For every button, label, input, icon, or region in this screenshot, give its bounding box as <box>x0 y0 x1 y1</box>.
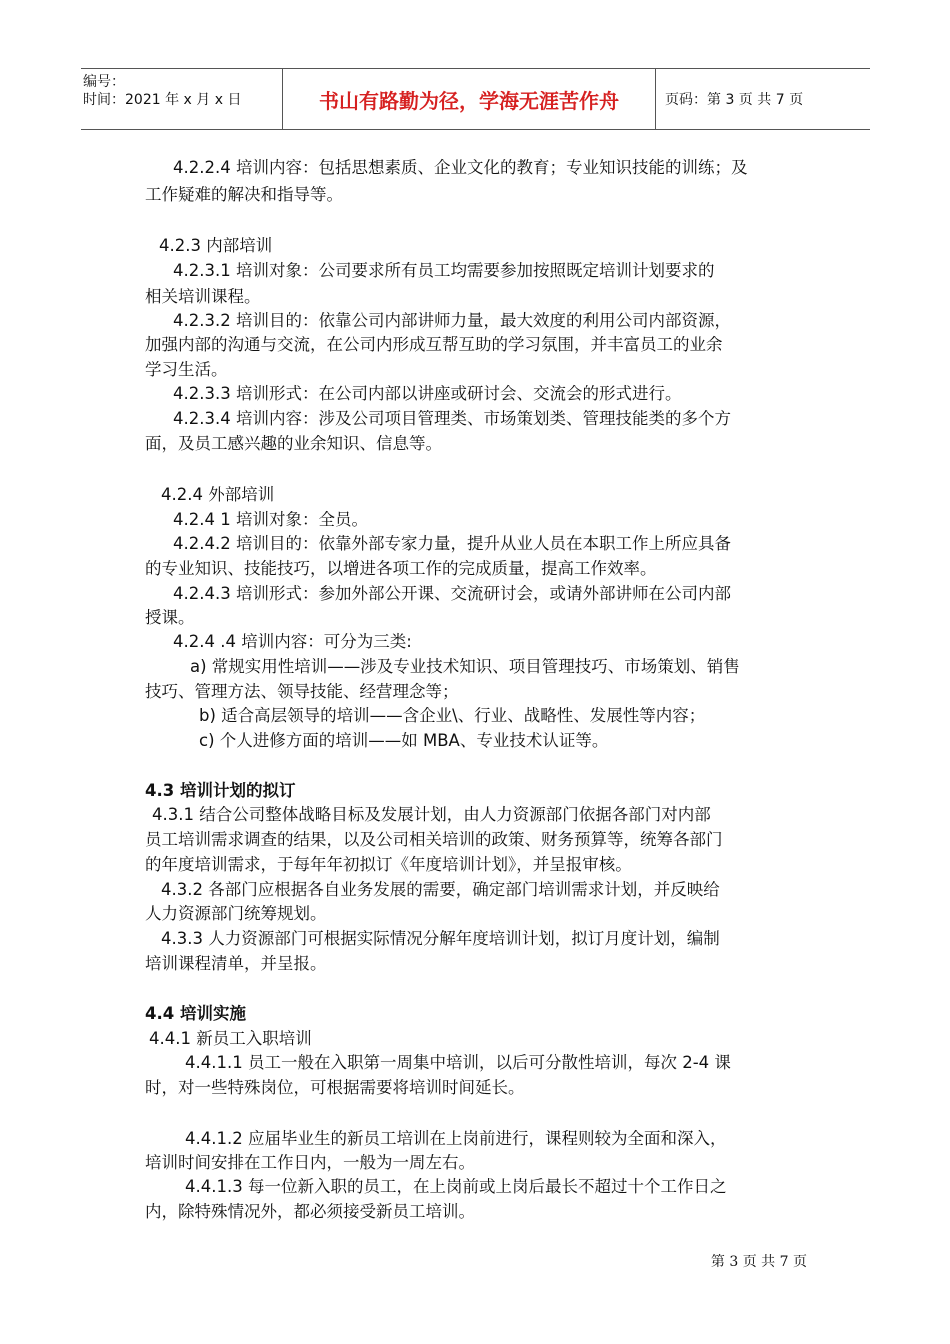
paragraph-line: 加强内部的沟通与交流，在公司内形成互帮互助的学习氛围，并丰富员工的业余 <box>145 335 723 354</box>
paragraph-line: 4.2.4.3 培训形式：参加外部公开课、交流研讨会，或请外部讲师在公司内部 <box>173 584 731 603</box>
paragraph-line: 面，及员工感兴趣的业余知识、信息等。 <box>145 434 442 453</box>
paragraph-line: 时，对一些特殊岗位，可根据需要将培训时间延长。 <box>145 1078 525 1097</box>
paragraph-line: 4.4.1.3 每一位新入职的员工，在上岗前或上岗后最长不超过十个工作日之 <box>185 1177 727 1196</box>
paragraph-line: 相关培训课程。 <box>145 287 261 306</box>
paragraph-line: 4.3.1 结合公司整体战略目标及发展计划，由人力资源部门依据各部门对内部 <box>152 805 711 824</box>
page-footer: 第 3 页 共 7 页 <box>710 1254 807 1270</box>
list-item: b) 适合高层领导的培训——含企业\、行业、战略性、发展性等内容； <box>199 706 706 725</box>
paragraph-line: 的专业知识、技能技巧，以增进各项工作的完成质量，提高工作效率。 <box>145 559 657 578</box>
paragraph-line: 4.3.3 人力资源部门可根据实际情况分解年度培训计划，拟订月度计划，编制 <box>161 929 720 948</box>
paragraph-line: 4.2.3.2 培训目的：依靠公司内部讲师力量，最大效度的利用公司内部资源， <box>173 311 731 330</box>
paragraph-line: 授课。 <box>145 608 195 627</box>
paragraph-line: 4.2.4.2 培训目的：依靠外部专家力量，提升从业人员在本职工作上所应具备 <box>173 534 731 553</box>
paragraph-line: 技巧、管理方法、领导技能、经营理念等； <box>145 682 459 701</box>
paragraph-line: 培训时间安排在工作日内，一般为一周左右。 <box>145 1153 475 1172</box>
section-heading: 4.2.4 外部培训 <box>161 485 275 504</box>
paragraph-line: 4.2.2.4 培训内容：包括思想素质、企业文化的教育；专业知识技能的训练；及 <box>173 158 748 177</box>
paragraph-line: 4.4.1.2 应届毕业生的新员工培训在上岗前进行，课程则较为全面和深入， <box>185 1129 727 1148</box>
paragraph-line: 4.3.2 各部门应根据各自业务发展的需要，确定部门培训需求计划，并反映给 <box>161 880 720 899</box>
page-header <box>81 68 870 130</box>
document-date: 时间：2021 年 x 月 x 日 <box>83 92 242 108</box>
paragraph-line: 4.2.4 .4 培训内容：可分为三类: <box>173 632 412 651</box>
paragraph-line: 培训课程清单，并呈报。 <box>145 954 327 973</box>
subsection-heading: 4.4.1 新员工入职培训 <box>149 1029 312 1048</box>
section-heading: 4.2.3 内部培训 <box>159 236 273 255</box>
paragraph-line: 工作疑难的解决和指导等。 <box>145 185 343 204</box>
paragraph-line: 员工培训需求调查的结果，以及公司相关培训的政策、财务预算等，统筹各部门 <box>145 830 723 849</box>
section-heading: 4.3 培训计划的拟订 <box>145 781 296 800</box>
section-heading: 4.4 培训实施 <box>145 1004 246 1023</box>
paragraph-line: 学习生活。 <box>145 360 228 379</box>
paragraph-line: 4.4.1.1 员工一般在入职第一周集中培训，以后可分散性培训，每次 2-4 课 <box>185 1053 731 1072</box>
header-meta <box>81 69 283 133</box>
paragraph-line: 的年度培训需求，于每年年初拟订《年度培训计划》，并呈报审核。 <box>145 855 632 874</box>
header-page-number: 页码：第 3 页 共 7 页 <box>665 92 804 108</box>
list-item: a) 常规实用性培训——涉及专业技术知识、项目管理技巧、市场策划、销售 <box>190 657 740 676</box>
paragraph-line: 4.2.3.1 培训对象：公司要求所有员工均需要参加按照既定培训计划要求的 <box>173 261 715 280</box>
paragraph-line: 4.2.3.4 培训内容：涉及公司项目管理类、市场策划类、管理技能类的多个方 <box>173 409 731 428</box>
document-number: 编号： <box>83 74 125 90</box>
paragraph-line: 4.2.3.3 培训形式：在公司内部以讲座或研讨会、交流会的形式进行。 <box>173 384 682 403</box>
paragraph-line: 内，除特殊情况外，都必须接受新员工培训。 <box>145 1202 475 1221</box>
paragraph-line: 人力资源部门统筹规划。 <box>145 904 327 923</box>
header-motto: 书山有路勤为径，学海无涯苦作舟 <box>282 69 656 129</box>
list-item: c) 个人进修方面的培训——如 MBA、专业技术认证等。 <box>199 731 609 750</box>
paragraph-line: 4.2.4 1 培训对象：全员。 <box>173 510 368 529</box>
